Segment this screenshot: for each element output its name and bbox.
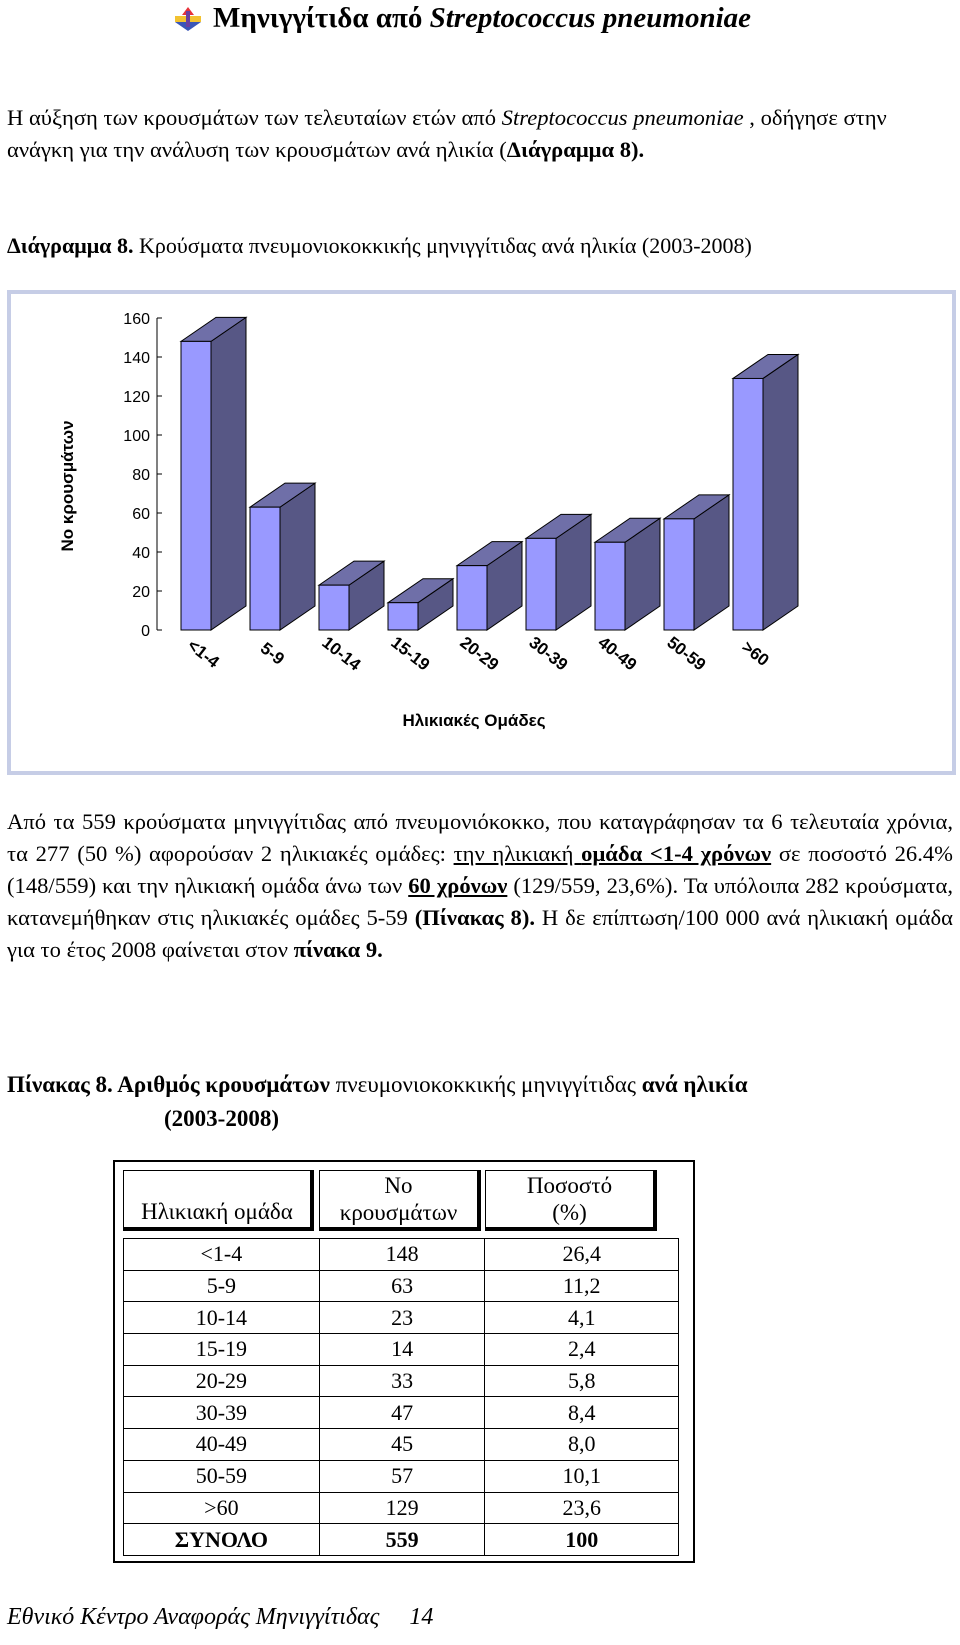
y-tick-label: 20 — [132, 584, 150, 601]
x-tick-label: 15-19 — [387, 632, 434, 675]
table-body — [123, 1238, 679, 1556]
percent-cell: 11,2 — [485, 1270, 679, 1302]
page-heading — [175, 2, 751, 39]
age-group-cell: >60 — [124, 1492, 320, 1524]
y-tick-label: 80 — [132, 467, 150, 484]
body-text-1: Από τα 559 κρούσματα μηνιγγίτιδας από πνευμονιόκοκκο, που καταγράφησαν τα 6 τελευταία χρόνια, τα 277 (50 %) αφορούσαν 2 ηλικιακές ομάδες: — [7, 809, 953, 866]
body-text-3: (129/559, 23,6%). Τα υπόλοιπα 282 κρούσματα, κατανεμήθηκαν στις ηλικιακές ομάδες 5-59 — [7, 873, 953, 930]
table-total-row — [124, 1524, 679, 1556]
table-caption-years: (2003-2008) — [164, 1106, 279, 1131]
body-text-2: σε ποσοστό 26.4% (148/559) και την ηλικιακή ομάδα άνω των — [7, 841, 953, 898]
cases-cell: 129 — [319, 1492, 485, 1524]
x-tick-label: 50-59 — [663, 632, 710, 675]
body-text-4: Η δε επίπτωση/100 000 ανά ηλικιακή ομάδα για το έτος 2008 φαίνεται στον — [7, 905, 953, 962]
bar — [250, 507, 280, 630]
cases-table — [113, 1160, 695, 1563]
bar — [526, 538, 556, 630]
y-tick-label: 100 — [123, 428, 150, 445]
heading-italic-text: Streptococcus pneumoniae — [429, 2, 752, 34]
x-tick-label: 40-49 — [594, 632, 641, 675]
y-tick-label: 140 — [123, 350, 150, 367]
bar — [664, 519, 694, 630]
age-group-cell: 30-39 — [124, 1397, 320, 1429]
table-row — [124, 1365, 679, 1397]
table-row — [124, 1460, 679, 1492]
chart-caption-text: Κρούσματα πνευμονιοκοκκικής μηνιγγίτιδας ανά ηλικία (2003-2008) — [133, 233, 752, 258]
x-tick-label: 10-14 — [318, 632, 365, 675]
x-tick-label: <1-4 — [183, 635, 223, 672]
intro-diagram-ref: Διάγραμμα 8). — [506, 137, 645, 162]
table-caption-normal: πνευμονιοκοκκικής μηνιγγίτιδας — [335, 1072, 636, 1097]
y-tick-label: 0 — [141, 623, 150, 640]
cases-cell: 148 — [319, 1239, 485, 1271]
page-number: 14 — [409, 1604, 434, 1630]
age-group-cell: 10-14 — [124, 1302, 320, 1334]
y-axis-title: No κρουσμάτων — [58, 420, 77, 552]
table-caption-label: Πίνακας 8. — [7, 1072, 113, 1097]
cases-cell: 14 — [319, 1334, 485, 1366]
table-header-percent: Ποσοστό (%) — [485, 1170, 657, 1231]
age-group-cell: 50-59 — [124, 1460, 320, 1492]
table-row — [124, 1397, 679, 1429]
intro-paragraph — [7, 102, 953, 166]
cases-cell: 23 — [319, 1302, 485, 1334]
body-underline-1a: την ηλικιακή — [453, 841, 582, 866]
body-paragraph — [7, 806, 953, 966]
y-tick-label: 60 — [132, 506, 150, 523]
age-group-cell: ΣΥΝΟΛΟ — [124, 1524, 320, 1556]
bar-side — [280, 483, 315, 630]
bar-side — [211, 317, 246, 630]
y-tick-label: 160 — [123, 311, 150, 328]
table-row — [124, 1334, 679, 1366]
page-footer — [7, 1604, 433, 1631]
percent-cell: 10,1 — [485, 1460, 679, 1492]
footer-text: Εθνικό Κέντρο Αναφοράς Μηνιγγίτιδας — [7, 1604, 380, 1630]
age-group-cell: 20-29 — [124, 1365, 320, 1397]
age-group-cell: 5-9 — [124, 1270, 320, 1302]
bar-chart — [11, 294, 952, 771]
percent-cell: 8,0 — [485, 1429, 679, 1461]
table-row — [124, 1302, 679, 1334]
table-caption — [7, 1068, 947, 1136]
cases-cell: 559 — [319, 1524, 485, 1556]
chart-frame — [7, 290, 956, 775]
percent-cell: 100 — [485, 1524, 679, 1556]
table-row — [124, 1239, 679, 1271]
body-table9-ref: πίνακα 9. — [293, 937, 383, 962]
intro-text-2: , οδήγησε στην ανάγκη για την ανάλυση των κρουσμάτων ανά ηλικία ( — [7, 105, 887, 162]
bar — [388, 603, 418, 630]
x-axis-title: Ηλικιακές Ομάδες — [402, 711, 546, 730]
cases-cell: 63 — [319, 1270, 485, 1302]
bar — [319, 585, 349, 630]
bar — [733, 378, 763, 630]
bar — [595, 542, 625, 630]
age-group-cell: 15-19 — [124, 1334, 320, 1366]
cases-cell: 57 — [319, 1460, 485, 1492]
table-caption-bold-1: Αριθμός κρουσμάτων — [112, 1072, 336, 1097]
age-group-cell: <1-4 — [124, 1239, 320, 1271]
bar — [181, 341, 211, 630]
age-group-cell: 40-49 — [124, 1429, 320, 1461]
body-table-ref: (Πίνακας 8). — [414, 905, 536, 930]
body-underline-2: 60 χρόνων — [408, 873, 508, 898]
x-tick-label: 5-9 — [256, 638, 288, 669]
intro-species-italic: Streptococcus pneumoniae — [501, 105, 744, 130]
percent-cell: 8,4 — [485, 1397, 679, 1429]
cases-cell: 33 — [319, 1365, 485, 1397]
percent-cell: 5,8 — [485, 1365, 679, 1397]
bar — [457, 566, 487, 630]
table-header-cases: No κρουσμάτων — [319, 1170, 481, 1231]
table-caption-bold-2: ανά ηλικία — [635, 1072, 748, 1097]
percent-cell: 26,4 — [485, 1239, 679, 1271]
x-tick-label: 20-29 — [456, 632, 503, 675]
heading-text: Μηνιγγίτιδα από — [213, 2, 430, 34]
x-tick-label: 30-39 — [525, 632, 572, 675]
body-underline-1b: ομάδα <1-4 χρόνων — [581, 841, 772, 866]
table-row — [124, 1270, 679, 1302]
percent-cell: 2,4 — [485, 1334, 679, 1366]
table-row — [124, 1492, 679, 1524]
y-tick-label: 40 — [132, 545, 150, 562]
chart-caption-label: Διάγραμμα 8. — [7, 233, 134, 258]
cases-cell: 45 — [319, 1429, 485, 1461]
x-tick-label: >60 — [738, 637, 773, 671]
chart-caption — [7, 233, 752, 259]
percent-cell: 23,6 — [485, 1492, 679, 1524]
percent-cell: 4,1 — [485, 1302, 679, 1334]
cases-cell: 47 — [319, 1397, 485, 1429]
table-header-age-group: Ηλικιακή ομάδα — [123, 1170, 314, 1231]
bar-side — [763, 354, 798, 630]
table-row — [124, 1429, 679, 1461]
colored-arrow-bullet-icon — [175, 6, 201, 39]
y-tick-label: 120 — [123, 389, 150, 406]
intro-text-1: Η αύξηση των κρουσμάτων των τελευταίων ετών από — [7, 105, 502, 130]
